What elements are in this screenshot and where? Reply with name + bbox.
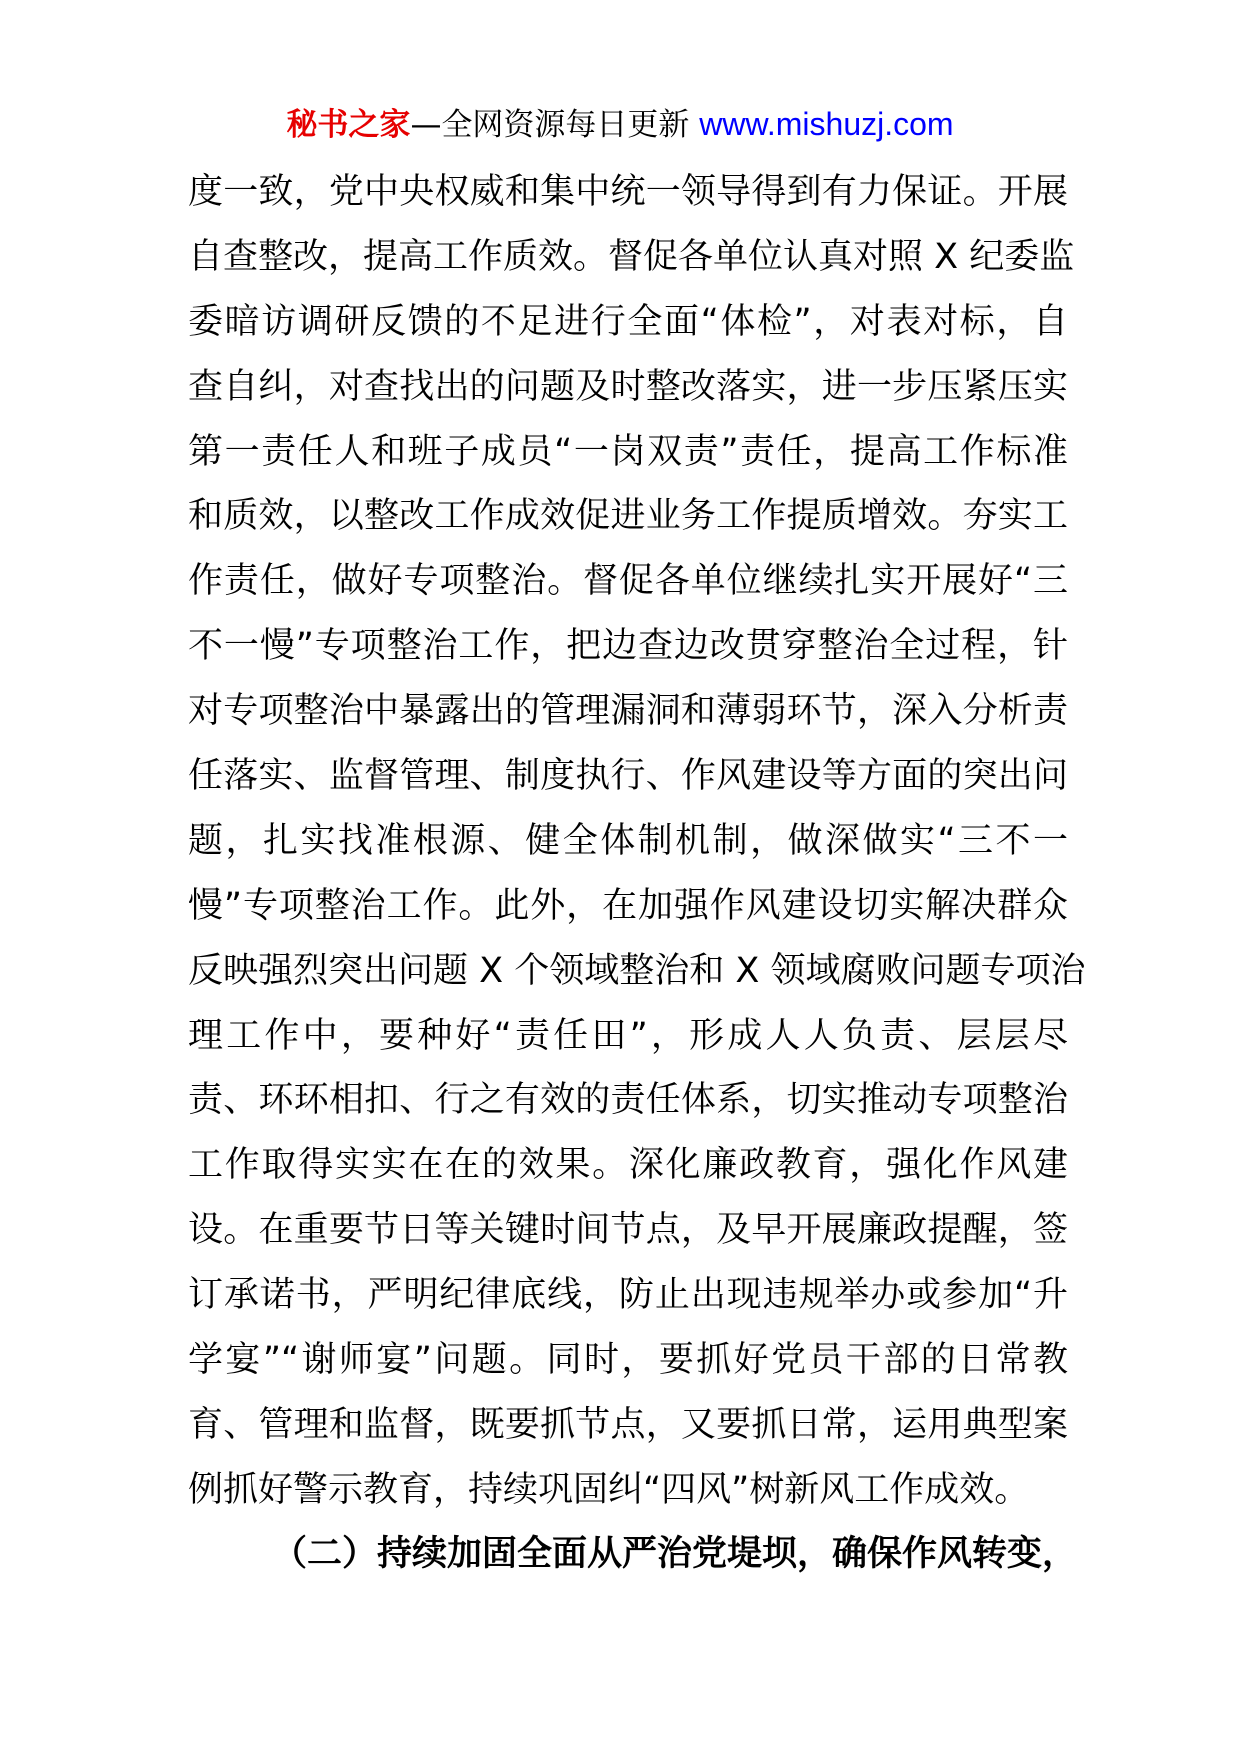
text-line: 慢”专项整治工作。此外，在加强作风建设切实解决群众 [188, 885, 1068, 926]
text-line: 和质效，以整改工作成效促进业务工作提质增效。夯实工 [188, 496, 1068, 537]
text-line: 自查整改，提高工作质效。督促各单位认真对照 X 纪委监 [188, 236, 1075, 277]
text-line: 设。在重要节日等关键时间节点，及早开展廉政提醒，签 [188, 1210, 1068, 1251]
text-line: 对专项整治中暴露出的管理漏洞和薄弱环节，深入分析责 [188, 691, 1068, 732]
text-line: 第一责任人和班子成员“一岗双责”责任，提高工作标准 [188, 431, 1068, 472]
text-line: 查自纠，对查找出的问题及时整改落实，进一步压紧压实 [188, 366, 1068, 407]
text-line: 订承诺书，严明纪律底线，防止出现违规举办或参加“升 [188, 1275, 1068, 1316]
site-header [0, 100, 1240, 149]
site-brand: 秘书之家 [286, 107, 411, 143]
body-paragraph [188, 160, 1086, 1523]
site-tagline: —全网资源每日更新 [410, 107, 700, 143]
text-line: 工作取得实实在在的效果。深化廉政教育，强化作风建 [188, 1145, 1068, 1186]
text-line: 任落实、监督管理、制度执行、作风建设等方面的突出问 [188, 756, 1068, 797]
text-line: 理工作中，要种好“责任田”，形成人人负责、层层尽 [188, 1015, 1068, 1056]
section-heading: （二）持续加固全面从严治党堤坝，确保作风转变， [272, 1534, 1078, 1574]
text-line: 育、管理和监督，既要抓节点，又要抓日常，运用典型案 [188, 1404, 1068, 1445]
text-line: 委暗访调研反馈的不足进行全面“体检”，对表对标，自 [188, 301, 1068, 342]
text-line: 题，扎实找准根源、健全体制机制，做深做实“三不一 [188, 820, 1068, 861]
text-line: 例抓好警示教育，持续巩固纠“四风”树新风工作成效。 [188, 1469, 1030, 1510]
text-line: 度一致，党中央权威和集中统一领导得到有力保证。开展 [188, 172, 1068, 212]
text-line: 不一慢”专项整治工作，把边查边改贯穿整治全过程，针 [188, 626, 1068, 667]
text-line: 反映强烈突出问题 X 个领域整治和 X 领域腐败问题专项治 [188, 950, 1086, 991]
text-line: 责、环环相扣、行之有效的责任体系，切实推动专项整治 [188, 1080, 1068, 1121]
text-line: 学宴”“谢师宴”问题。同时，要抓好党员干部的日常教 [188, 1340, 1068, 1381]
site-url-link[interactable]: www.mishuzj.com [699, 106, 954, 142]
text-line: 作责任，做好专项整治。督促各单位继续扎实开展好“三 [188, 561, 1068, 602]
